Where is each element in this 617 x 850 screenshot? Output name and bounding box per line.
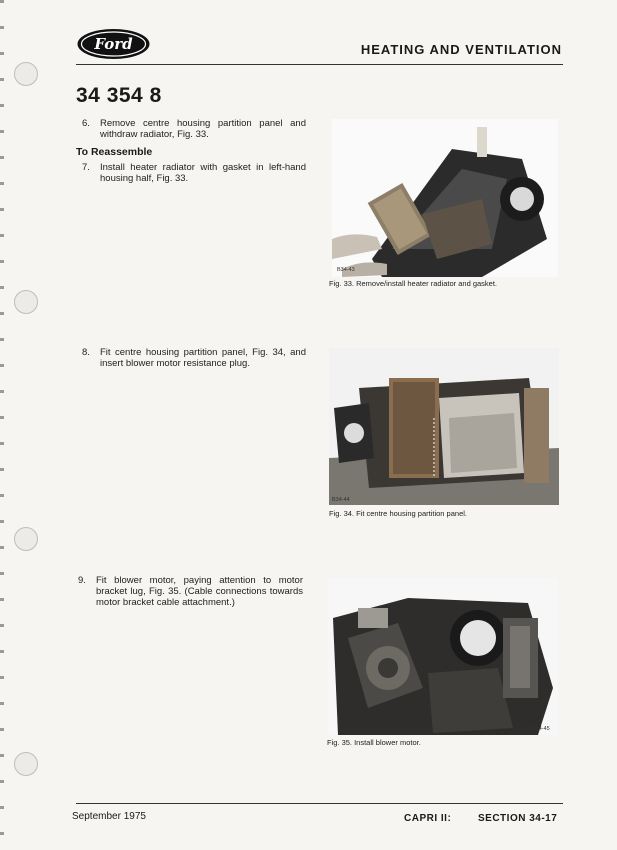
figure-ref-code: B34-45 [532,726,550,732]
step-number: 6. [82,118,90,129]
figure-33-photo [332,119,558,277]
punch-hole [14,527,38,551]
figure-ref-code: B34-43 [337,267,355,273]
figure-33-caption: Fig. 33. Remove/install heater radiator and gasket. [329,279,498,288]
punch-hole [14,752,38,776]
footer-section: SECTION 34-17 [478,813,558,824]
figure-35-photo [328,578,558,735]
footer-model: CAPRI II: [404,813,452,824]
header-rule [76,64,563,65]
binder-edge [0,0,4,850]
footer-date: September 1975 [72,811,146,822]
step-9 [78,575,303,611]
figure-34-caption: Fig. 34. Fit centre housing partition panel. [329,509,467,518]
logo-text: Ford [94,35,133,53]
punch-hole [14,290,38,314]
step-text: Fit blower motor, paying attention to motor bracket lug, Fig. 35. (Cable connections towards motor bracket cable attachment.) [96,575,303,608]
figure-ref-code: B34-44 [332,497,350,503]
ford-logo [76,28,151,60]
punch-hole [14,62,38,86]
step-text: Fit centre housing partition panel, Fig. 34, and insert blower motor resistance plug. [100,347,306,369]
figure-34-photo [329,348,559,505]
step-number: 8. [82,347,90,358]
step-7 [82,162,306,186]
page-header-title: HEATING AND VENTILATION [360,42,562,57]
step-number: 7. [82,162,90,173]
footer-rule [76,803,563,804]
step-text: Remove centre housing partition panel and withdraw radiator, Fig. 33. [100,118,306,140]
figure-35-caption: Fig. 35. Install blower motor. [327,738,421,747]
subheading: To Reassemble [76,146,153,158]
step-6 [82,118,306,142]
section-number: 34 354 8 [76,84,162,107]
step-text: Install heater radiator with gasket in left-hand housing half, Fig. 33. [100,162,306,184]
step-number: 9. [78,575,86,586]
step-8 [82,347,306,371]
